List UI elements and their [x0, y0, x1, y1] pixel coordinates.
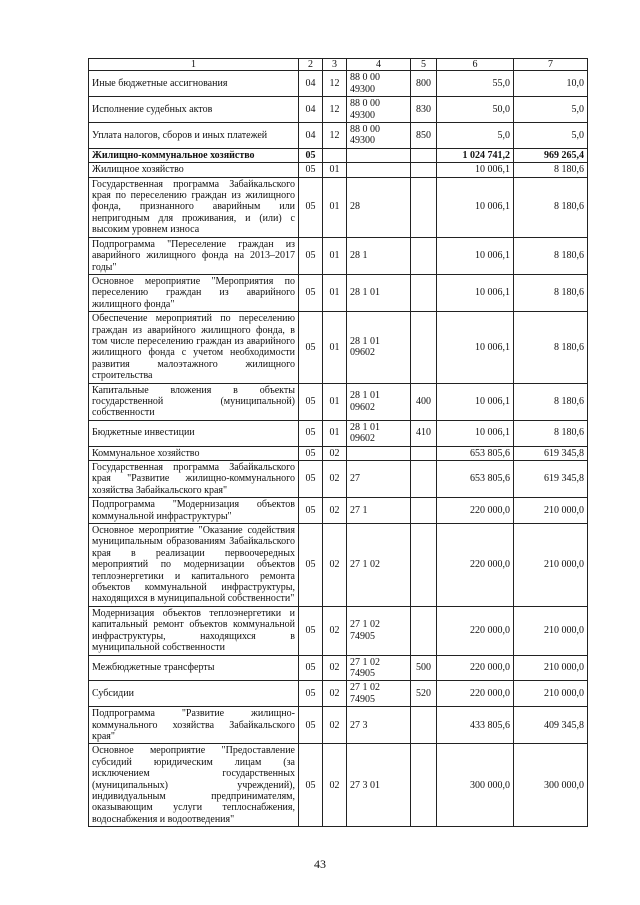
- row-subsection: 02: [323, 524, 347, 607]
- row-subsection: 01: [323, 420, 347, 446]
- row-amount-1: 5,0: [437, 123, 514, 149]
- row-target-article: [347, 446, 411, 460]
- row-amount-1: 10 006,1: [437, 177, 514, 237]
- row-expense-type: [411, 177, 437, 237]
- row-amount-1: 1 024 741,2: [437, 148, 514, 162]
- row-section: 04: [299, 71, 323, 97]
- table-row: [89, 383, 588, 420]
- row-target-article: 88 0 00 49300: [347, 123, 411, 149]
- row-target-article: 28 1 01 09602: [347, 383, 411, 420]
- row-amount-1: 220 000,0: [437, 606, 514, 655]
- row-subsection: 02: [323, 446, 347, 460]
- row-amount-1: 55,0: [437, 71, 514, 97]
- row-amount-1: 10 006,1: [437, 237, 514, 274]
- row-section: 05: [299, 312, 323, 383]
- table-row: [89, 97, 588, 123]
- row-expense-type: [411, 312, 437, 383]
- row-amount-2: 210 000,0: [514, 606, 588, 655]
- row-amount-2: 210 000,0: [514, 655, 588, 681]
- row-name: Государственная программа Забайкальского края по переселению граждан из жилищного фонда, признанного аварийным или непригодным для проживания, и (или) с высоким уровнем износа: [89, 177, 299, 237]
- row-expense-type: 500: [411, 655, 437, 681]
- row-amount-1: 10 006,1: [437, 274, 514, 311]
- row-name: Жилищно-коммунальное хозяйство: [89, 148, 299, 162]
- row-target-article: 27 1 02 74905: [347, 655, 411, 681]
- table-row: [89, 446, 588, 460]
- row-subsection: 02: [323, 498, 347, 524]
- row-amount-2: 10,0: [514, 71, 588, 97]
- row-name: Межбюджетные трансферты: [89, 655, 299, 681]
- row-subsection: 02: [323, 655, 347, 681]
- table-row: [89, 420, 588, 446]
- row-target-article: 27 1 02: [347, 524, 411, 607]
- table-row: [89, 606, 588, 655]
- row-section: 05: [299, 274, 323, 311]
- row-expense-type: 400: [411, 383, 437, 420]
- budget-table: [88, 58, 588, 827]
- header-cell: 7: [514, 59, 588, 71]
- row-section: 05: [299, 707, 323, 744]
- table-row: [89, 274, 588, 311]
- row-amount-1: 653 805,6: [437, 446, 514, 460]
- row-section: 05: [299, 681, 323, 707]
- row-section: 05: [299, 237, 323, 274]
- table-row: [89, 461, 588, 498]
- row-target-article: 88 0 00 49300: [347, 97, 411, 123]
- row-expense-type: [411, 148, 437, 162]
- row-name: Основное мероприятие "Мероприятия по переселению граждан из аварийного жилищного фонда": [89, 274, 299, 311]
- table-row: [89, 123, 588, 149]
- header-row: [89, 59, 588, 71]
- row-amount-2: 210 000,0: [514, 524, 588, 607]
- row-target-article: 27 3: [347, 707, 411, 744]
- row-amount-2: 8 180,6: [514, 163, 588, 177]
- table-row: [89, 655, 588, 681]
- row-target-article: 27: [347, 461, 411, 498]
- table-row: [89, 707, 588, 744]
- table-row: [89, 312, 588, 383]
- row-section: 05: [299, 148, 323, 162]
- row-target-article: 88 0 00 49300: [347, 71, 411, 97]
- row-name: Иные бюджетные ассигнования: [89, 71, 299, 97]
- row-amount-1: 653 805,6: [437, 461, 514, 498]
- row-target-article: [347, 148, 411, 162]
- row-subsection: 01: [323, 163, 347, 177]
- row-section: 05: [299, 744, 323, 827]
- row-expense-type: [411, 163, 437, 177]
- row-name: Уплата налогов, сборов и иных платежей: [89, 123, 299, 149]
- table-row: [89, 237, 588, 274]
- row-name: Подпрограмма "Модернизация объектов коммунальной инфраструктуры": [89, 498, 299, 524]
- row-name: Основное мероприятие "Предоставление субсидий юридическим лицам (за исключением государственных (муниципальных) учреждений), индивидуальным предпринимателям, оказывающим услуги теплоснабжения, водоснабжения и водоотведения": [89, 744, 299, 827]
- row-amount-1: 433 805,6: [437, 707, 514, 744]
- table-row: [89, 177, 588, 237]
- row-subsection: 01: [323, 237, 347, 274]
- row-section: 04: [299, 97, 323, 123]
- row-amount-2: 5,0: [514, 123, 588, 149]
- row-amount-2: 210 000,0: [514, 498, 588, 524]
- row-amount-2: 8 180,6: [514, 383, 588, 420]
- row-amount-1: 50,0: [437, 97, 514, 123]
- header-cell: 1: [89, 59, 299, 71]
- row-amount-2: 8 180,6: [514, 237, 588, 274]
- row-name: Обеспечение мероприятий по переселению граждан из аварийного жилищного фонда, в том числе переселению граждан из аварийного жилищного фонда с учетом необходимости развития малоэтажного жилищного строительства: [89, 312, 299, 383]
- table-row: [89, 681, 588, 707]
- row-expense-type: [411, 461, 437, 498]
- row-section: 05: [299, 446, 323, 460]
- row-amount-1: 10 006,1: [437, 383, 514, 420]
- row-target-article: 27 1 02 74905: [347, 606, 411, 655]
- row-amount-1: 220 000,0: [437, 655, 514, 681]
- row-subsection: 02: [323, 606, 347, 655]
- row-subsection: 02: [323, 461, 347, 498]
- row-amount-1: 220 000,0: [437, 681, 514, 707]
- row-name: Исполнение судебных актов: [89, 97, 299, 123]
- row-section: 05: [299, 606, 323, 655]
- row-expense-type: [411, 524, 437, 607]
- row-amount-1: 10 006,1: [437, 420, 514, 446]
- row-name: Капитальные вложения в объекты государственной (муниципальной) собственности: [89, 383, 299, 420]
- table-row: [89, 148, 588, 162]
- row-target-article: [347, 163, 411, 177]
- row-amount-2: 8 180,6: [514, 274, 588, 311]
- row-amount-1: 220 000,0: [437, 524, 514, 607]
- row-amount-1: 220 000,0: [437, 498, 514, 524]
- row-expense-type: 850: [411, 123, 437, 149]
- row-section: 05: [299, 655, 323, 681]
- row-target-article: 28 1: [347, 237, 411, 274]
- row-target-article: 27 1 02 74905: [347, 681, 411, 707]
- row-expense-type: [411, 707, 437, 744]
- row-expense-type: 410: [411, 420, 437, 446]
- row-section: 05: [299, 420, 323, 446]
- row-target-article: 28 1 01 09602: [347, 420, 411, 446]
- row-expense-type: [411, 446, 437, 460]
- row-amount-2: 619 345,8: [514, 446, 588, 460]
- header-cell: 5: [411, 59, 437, 71]
- row-subsection: 02: [323, 681, 347, 707]
- row-section: 05: [299, 498, 323, 524]
- row-subsection: 12: [323, 123, 347, 149]
- row-amount-2: 619 345,8: [514, 461, 588, 498]
- row-subsection: 12: [323, 71, 347, 97]
- row-subsection: [323, 148, 347, 162]
- row-name: Субсидии: [89, 681, 299, 707]
- row-section: 05: [299, 461, 323, 498]
- row-section: 04: [299, 123, 323, 149]
- row-amount-1: 10 006,1: [437, 163, 514, 177]
- row-expense-type: [411, 274, 437, 311]
- row-subsection: 12: [323, 97, 347, 123]
- row-section: 05: [299, 163, 323, 177]
- header-cell: 4: [347, 59, 411, 71]
- table-row: [89, 498, 588, 524]
- header-cell: 6: [437, 59, 514, 71]
- row-subsection: 01: [323, 383, 347, 420]
- row-name: Подпрограмма "Переселение граждан из аварийного жилищного фонда на 2013–2017 годы": [89, 237, 299, 274]
- row-target-article: 28 1 01 09602: [347, 312, 411, 383]
- row-amount-2: 409 345,8: [514, 707, 588, 744]
- row-name: Подпрограмма "Развитие жилищно-коммунального хозяйства Забайкальского края": [89, 707, 299, 744]
- row-expense-type: 520: [411, 681, 437, 707]
- table-row: [89, 71, 588, 97]
- table-body: [89, 71, 588, 827]
- row-target-article: 27 1: [347, 498, 411, 524]
- row-expense-type: 830: [411, 97, 437, 123]
- row-name: Модернизация объектов теплоэнергетики и капитальный ремонт объектов коммунальной инфраструктуры, находящихся в муниципальной собственности: [89, 606, 299, 655]
- row-section: 05: [299, 177, 323, 237]
- row-subsection: 01: [323, 274, 347, 311]
- row-amount-2: 8 180,6: [514, 420, 588, 446]
- row-section: 05: [299, 383, 323, 420]
- row-amount-2: 300 000,0: [514, 744, 588, 827]
- row-name: Государственная программа Забайкальского края "Развитие жилищно-коммунального хозяйства Забайкальского края": [89, 461, 299, 498]
- row-subsection: 02: [323, 744, 347, 827]
- table-row: [89, 524, 588, 607]
- row-expense-type: [411, 606, 437, 655]
- row-amount-2: 210 000,0: [514, 681, 588, 707]
- row-name: Бюджетные инвестиции: [89, 420, 299, 446]
- row-expense-type: [411, 237, 437, 274]
- row-expense-type: 800: [411, 71, 437, 97]
- row-amount-1: 10 006,1: [437, 312, 514, 383]
- row-name: Основное мероприятие "Оказание содействия муниципальным образованиям Забайкальского края в реализации первоочередных мероприятий по модернизации объектов теплоэнергетики и капитального ремонта объектов коммунальной инфраструктуры, находящихся в муниципальной собственности": [89, 524, 299, 607]
- row-subsection: 01: [323, 312, 347, 383]
- row-amount-2: 8 180,6: [514, 312, 588, 383]
- table-row: [89, 744, 588, 827]
- row-target-article: 28 1 01: [347, 274, 411, 311]
- page-number: 43: [314, 857, 326, 871]
- row-amount-2: 8 180,6: [514, 177, 588, 237]
- row-amount-2: 969 265,4: [514, 148, 588, 162]
- row-expense-type: [411, 498, 437, 524]
- header-cell: 2: [299, 59, 323, 71]
- row-section: 05: [299, 524, 323, 607]
- row-subsection: 02: [323, 707, 347, 744]
- header-cell: 3: [323, 59, 347, 71]
- row-expense-type: [411, 744, 437, 827]
- table-row: [89, 163, 588, 177]
- row-amount-1: 300 000,0: [437, 744, 514, 827]
- row-subsection: 01: [323, 177, 347, 237]
- row-amount-2: 5,0: [514, 97, 588, 123]
- row-name: Коммунальное хозяйство: [89, 446, 299, 460]
- row-name: Жилищное хозяйство: [89, 163, 299, 177]
- row-target-article: 27 3 01: [347, 744, 411, 827]
- row-target-article: 28: [347, 177, 411, 237]
